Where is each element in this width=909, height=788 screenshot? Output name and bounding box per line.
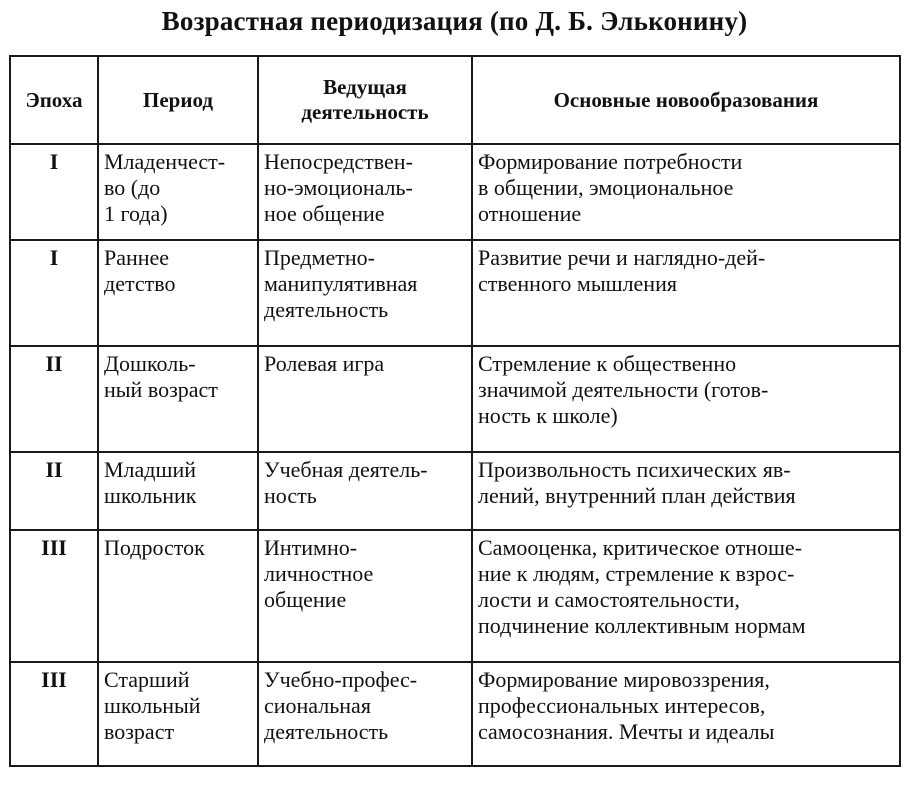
table-row	[10, 662, 900, 766]
cell-period: Младенчест- во (до 1 года)	[98, 144, 258, 240]
cell-epoch: I	[10, 144, 98, 240]
cell-activity: Интимно- личностное общение	[258, 530, 472, 662]
cell-outcomes: Стремление к общественно значимой деятельности (готов- ность к школе)	[472, 346, 900, 452]
periodization-table	[9, 55, 901, 767]
table-row	[10, 240, 900, 346]
cell-period: Младший школьник	[98, 452, 258, 530]
cell-period: Раннее детство	[98, 240, 258, 346]
cell-outcomes: Формирование мировоззрения, профессиональных интересов, самосознания. Мечты и идеалы	[472, 662, 900, 766]
cell-outcomes: Самооценка, критическое отноше- ние к людям, стремление к взрос- лости и самостоятельности, подчинение коллективным нормам	[472, 530, 900, 662]
cell-activity: Непосредствен- но-эмоциональ- ное общение	[258, 144, 472, 240]
cell-epoch: II	[10, 452, 98, 530]
cell-outcomes: Произвольность психических яв- лений, внутренний план действия	[472, 452, 900, 530]
cell-epoch: I	[10, 240, 98, 346]
cell-period: Старший школьный возраст	[98, 662, 258, 766]
cell-activity: Учебная деятель- ность	[258, 452, 472, 530]
table-row	[10, 530, 900, 662]
cell-outcomes: Развитие речи и наглядно-дей- ственного мышления	[472, 240, 900, 346]
cell-period: Подросток	[98, 530, 258, 662]
header-main-outcomes: Основные новообразования	[472, 56, 900, 144]
cell-epoch: III	[10, 662, 98, 766]
cell-epoch: III	[10, 530, 98, 662]
cell-activity: Учебно-профес- сиональная деятельность	[258, 662, 472, 766]
cell-activity: Предметно- манипулятивная деятельность	[258, 240, 472, 346]
header-leading-activity: Ведущая деятельность	[258, 56, 472, 144]
table-header-row	[10, 56, 900, 144]
cell-activity: Ролевая игра	[258, 346, 472, 452]
header-epoch: Эпоха	[10, 56, 98, 144]
table-row	[10, 452, 900, 530]
cell-period: Дошколь- ный возраст	[98, 346, 258, 452]
table-row	[10, 144, 900, 240]
cell-outcomes: Формирование потребности в общении, эмоциональное отношение	[472, 144, 900, 240]
header-period: Период	[98, 56, 258, 144]
table-row	[10, 346, 900, 452]
cell-epoch: II	[10, 346, 98, 452]
page-title: Возрастная периодизация (по Д. Б. Эльконину)	[161, 6, 748, 36]
